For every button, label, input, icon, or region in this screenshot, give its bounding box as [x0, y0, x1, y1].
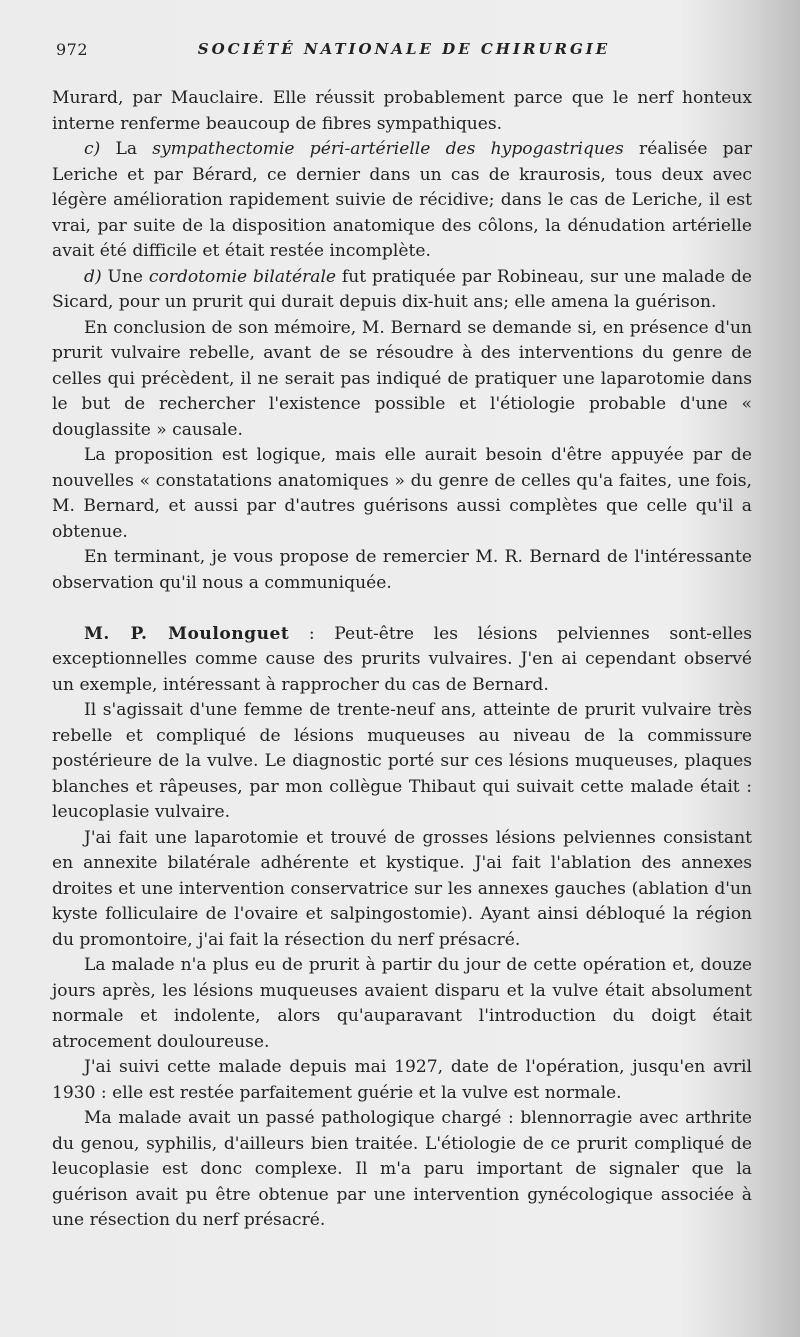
running-title: SOCIÉTÉ NATIONALE DE CHIRURGIE [197, 40, 611, 58]
paragraph-terminant: En terminant, je vous propose de remercier M. R. Bernard de l'intéressante observation qu'il nous a communiquée. [52, 547, 752, 593]
paragraph-murard: Murard, par Mauclaire. Elle réussit probablement parce que le nerf honteux interne renferme beaucoup de fibres sympathiques. [52, 88, 752, 134]
paragraph-case: Il s'agissait d'une femme de trente-neuf ans, atteinte de prurit vulvaire très rebelle et compliqué de lésions muqueuses au niveau de la commissure postérieure de la vulve. Le diagnostic porté sur ces lésions muqueuses, plaques blanches et râpeuses, par mon collègue Thibaut qui suivait cette malade était : leucoplasie vulvaire. [52, 700, 752, 822]
paragraph-followup: J'ai suivi cette malade depuis mai 1927, date de l'opération, jusqu'en avril 1930 : elle est restée parfaitement guérie et la vulve est normale. [52, 1057, 752, 1103]
paragraph-history: Ma malade avait un passé pathologique chargé : blennorragie avec arthrite du genou, syphilis, d'ailleurs bien traitée. L'étiologie de ce prurit compliqué de leucoplasie est donc complexe. Il m'a paru important de signaler que la guérison avait pu être obtenue par une intervention gynécologique associée à une résection du nerf présacré. [52, 1108, 752, 1230]
paragraph-sympathectomie: c) La sympathectomie péri-artérielle des hypogastriques réalisée par Leriche et par Bérard, ce dernier dans un cas de kraurosis, tous deux avec légère amélioration rapidement suivie de récidive; dans le cas de Leriche, il est vrai, par suite de la disposition anatomique des côlons, la dénudation artérielle avait été difficile et était restée incomplète. [52, 139, 752, 261]
page-number: 972 [56, 40, 89, 59]
paragraph-outcome: La malade n'a plus eu de prurit à partir du jour de cette opération et, douze jours après, les lésions muqueuses avaient disparu et la vulve était absolument normale et indolente, alors qu'auparavant l'introduction du doigt était atrocement douloureuse. [52, 955, 752, 1052]
speaker-name: M. P. Moulonguet [84, 623, 290, 644]
paragraph-cordotomie: d) Une cordotomie bilatérale fut pratiquée par Robineau, sur une malade de Sicard, pour un prurit qui durait depuis dix-huit ans; elle amena la guérison. [52, 266, 753, 312]
paragraph-moulonguet: M. P. Moulonguet : Peut-être les lésions pelviennes sont-elles exceptionnelles comme cause des prurits vulvaires. J'en ai cependant observé un exemple, intéressant à rapprocher du cas de Bernard. [52, 623, 752, 695]
body-text [52, 86, 752, 1234]
paragraph-conclusion: En conclusion de son mémoire, M. Bernard se demande si, en présence d'un prurit vulvaire rebelle, avant de se résoudre à des interventions du genre de celles qui précèdent, il ne serait pas indiqué de pratiquer une laparotomie dans le but de rechercher l'existence possible et l'étiologie probable d'une « douglassite » causale. [52, 317, 752, 440]
paragraph-laparotomie: J'ai fait une laparotomie et trouvé de grosses lésions pelviennes consistant en annexite bilatérale adhérente et kystique. J'ai fait l'ablation des annexes droites et une intervention conservatrice sur les annexes gauches (ablation d'un kyste folliculaire de l'ovaire et salpingostomie). Ayant ainsi débloqué la région du promontoire, j'ai fait la résection du nerf présacré. [52, 827, 752, 950]
paragraph-proposition: La proposition est logique, mais elle aurait besoin d'être appuyée par de nouvelles « constatations anatomiques » du genre de celles qu'a faites, une fois, M. Bernard, et aussi par d'autres guérisons aussi complètes que celle qu'il a obtenue. [52, 445, 752, 542]
